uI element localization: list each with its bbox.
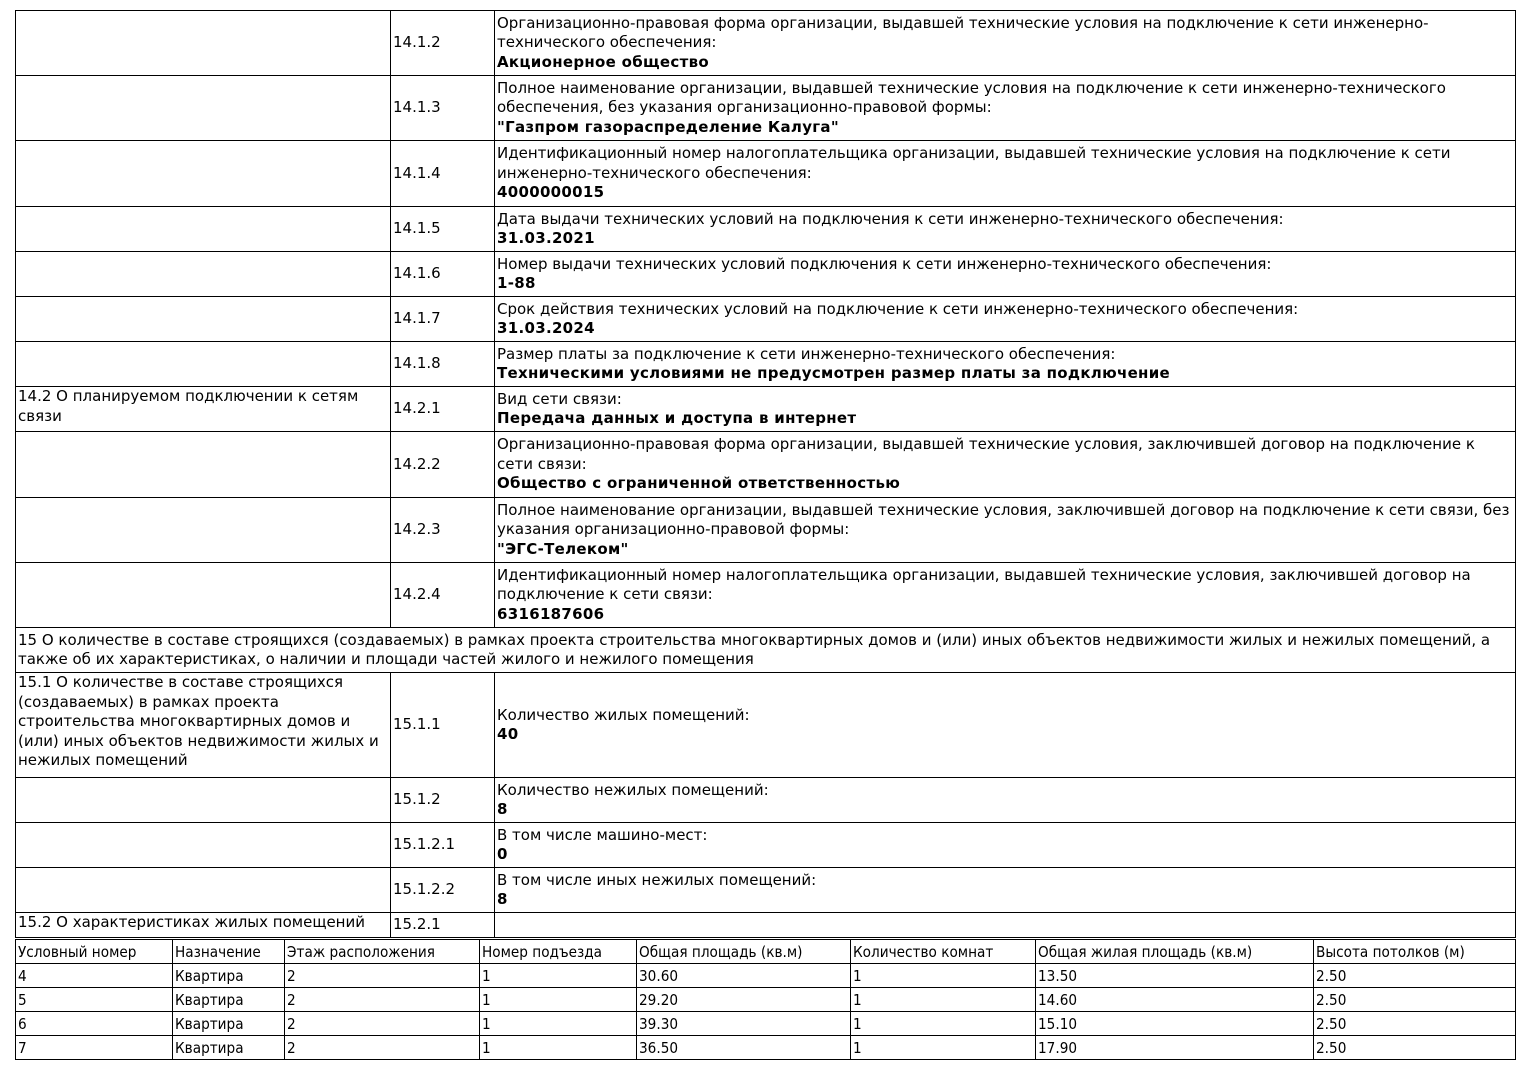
- apartment-cell: [851, 988, 1036, 1012]
- item-content-cell: [495, 76, 1516, 141]
- table-row: [16, 141, 1516, 207]
- section-title-cell: [16, 11, 391, 76]
- apartment-cell: [851, 1012, 1036, 1036]
- column-header: [637, 940, 851, 964]
- apartment-cell: [851, 1036, 1036, 1060]
- column-header-label: Количество комнат: [853, 942, 994, 961]
- table-row: [16, 76, 1516, 141]
- section-title-cell: 15.2 О характеристиках жилых помещений: [16, 913, 391, 938]
- item-label: Организационно-правовая форма организации, выдавшей технические условия, заключившей договор на подключение к сети связи:: [497, 435, 1475, 473]
- apartment-cell: [173, 988, 285, 1012]
- item-label: В том числе машино-мест:: [497, 825, 708, 844]
- apartment-cell-value: 1: [853, 1038, 862, 1057]
- item-value: 31.03.2024: [497, 319, 595, 337]
- apartment-cell-value: 2.50: [1316, 966, 1347, 985]
- section-15-heading: 15 О количестве в составе строящихся (создаваемых) в рамках проекта строительства многоквартирных домов и (или) иных объектов недвижимости жилых и нежилых помещений, а также об их характеристиках, о наличии и площади частей жилого и нежилого помещения: [16, 628, 1516, 673]
- item-code-cell: 14.1.4: [391, 141, 495, 207]
- item-value: Передача данных и доступа в интернет: [497, 409, 857, 427]
- item-value: 8: [497, 890, 508, 908]
- apartment-cell: [16, 1012, 173, 1036]
- item-content-cell: [495, 141, 1516, 207]
- item-content-cell: [495, 11, 1516, 76]
- apartment-cell-value: 6: [18, 1014, 27, 1033]
- item-code-cell: 15.2.1: [391, 913, 495, 938]
- item-content-cell: [495, 432, 1516, 498]
- section-title-cell: [16, 432, 391, 498]
- column-header: [285, 940, 480, 964]
- item-label: Количество жилых помещений:: [497, 705, 750, 724]
- item-label: В том числе иных нежилых помещений:: [497, 870, 817, 889]
- apartment-cell: [16, 988, 173, 1012]
- apartment-cell-value: 2: [287, 1014, 296, 1033]
- apartment-cell-value: 14.60: [1038, 990, 1078, 1009]
- column-header-label: Общая жилая площадь (кв.м): [1038, 942, 1253, 961]
- item-label: Организационно-правовая форма организации, выдавшей технические условия на подключение к сети инженерно-технического обеспечения:: [497, 13, 1429, 52]
- table-row: [16, 868, 1516, 913]
- item-content-cell: [495, 913, 1516, 938]
- section-title-cell: [16, 342, 391, 387]
- column-header-label: Общая площадь (кв.м): [639, 942, 803, 961]
- item-code-cell: 14.2.4: [391, 563, 495, 628]
- section-title-cell: [16, 252, 391, 297]
- item-label: Полное наименование организации, выдавшей технические условия на подключение к сети инженерно-технического обеспечения, без указания организационно-правовой формы:: [497, 78, 1446, 117]
- item-code-cell: 14.2.3: [391, 498, 495, 563]
- apartment-cell: [173, 1036, 285, 1060]
- item-code-cell: 14.1.5: [391, 207, 495, 252]
- section-title-cell: [16, 778, 391, 823]
- apartment-cell-value: 29.20: [639, 990, 679, 1009]
- table-row: [16, 778, 1516, 823]
- apartment-cell-value: 1: [482, 1014, 491, 1033]
- apartment-cell-value: 1: [482, 990, 491, 1009]
- apartment-cell-value: Квартира: [175, 1014, 244, 1033]
- item-content-cell: [495, 342, 1516, 387]
- section-title-cell: [16, 141, 391, 207]
- item-value: 0: [497, 845, 508, 863]
- section-title-cell: [16, 297, 391, 342]
- item-label: Вид сети связи:: [497, 389, 622, 408]
- apartment-cell-value: 7: [18, 1038, 27, 1057]
- project-declaration-table: [15, 10, 1516, 938]
- table-row: [16, 252, 1516, 297]
- apartment-cell-value: 4: [18, 966, 27, 985]
- apartment-cell-value: 36.50: [639, 1038, 679, 1057]
- apartment-cell: [16, 964, 173, 988]
- apartment-cell-value: 5: [18, 990, 27, 1009]
- apartment-cell: [637, 1012, 851, 1036]
- item-code-cell: 15.1.2.2: [391, 868, 495, 913]
- item-value: 4000000015: [497, 183, 605, 202]
- apartment-cell: [480, 1012, 637, 1036]
- section-title-cell: [16, 563, 391, 628]
- section-title-cell: [16, 823, 391, 868]
- apartment-cell: [637, 964, 851, 988]
- apartment-cell-value: 30.60: [639, 966, 679, 985]
- item-content-cell: [495, 498, 1516, 563]
- table-row: [16, 207, 1516, 252]
- table-row: [16, 297, 1516, 342]
- section-title-cell: 14.2 О планируемом подключении к сетям связи: [16, 387, 391, 432]
- item-label: Размер платы за подключение к сети инженерно-технического обеспечения:: [497, 344, 1116, 363]
- apartment-cell: [1036, 1012, 1314, 1036]
- item-code-cell: 15.1.2: [391, 778, 495, 823]
- column-header-label: Этаж расположения: [287, 942, 435, 961]
- apartments-header-row: [16, 940, 1516, 964]
- apartment-cell: [285, 1036, 480, 1060]
- item-value: Акционерное общество: [497, 52, 709, 71]
- apartments-table: [15, 939, 1516, 1060]
- apartment-cell: [637, 988, 851, 1012]
- section-title-cell: [16, 498, 391, 563]
- apartment-row: [16, 964, 1516, 988]
- apartment-cell-value: 2: [287, 990, 296, 1009]
- column-header: [1036, 940, 1314, 964]
- item-code-cell: 14.1.3: [391, 76, 495, 141]
- item-value: "Газпром газораспределение Калуга": [497, 117, 839, 136]
- apartment-row: [16, 988, 1516, 1012]
- section-title-cell: [16, 76, 391, 141]
- item-content-cell: [495, 673, 1516, 778]
- apartment-cell: [1036, 964, 1314, 988]
- item-code-cell: 14.2.1: [391, 387, 495, 432]
- section-title-cell: [16, 868, 391, 913]
- item-code-cell: 15.1.2.1: [391, 823, 495, 868]
- table-row: [16, 563, 1516, 628]
- table-row: [16, 823, 1516, 868]
- apartment-row: [16, 1036, 1516, 1060]
- apartment-cell-value: 1: [853, 990, 862, 1009]
- item-content-cell: [495, 207, 1516, 252]
- item-content-cell: [495, 778, 1516, 823]
- item-content-cell: [495, 868, 1516, 913]
- item-label: Полное наименование организации, выдавшей технические условия, заключившей договор на подключение к сети связи, без указания организационно-правовой формы:: [497, 500, 1510, 539]
- apartment-cell-value: 1: [853, 966, 862, 985]
- apartment-cell: [480, 988, 637, 1012]
- item-content-cell: [495, 297, 1516, 342]
- apartment-cell-value: 1: [482, 966, 491, 985]
- item-value: 1-88: [497, 274, 536, 292]
- item-value: 8: [497, 800, 508, 818]
- column-header: [1314, 940, 1516, 964]
- apartment-cell-value: Квартира: [175, 1038, 244, 1057]
- item-code-cell: 14.1.8: [391, 342, 495, 387]
- item-content-cell: [495, 252, 1516, 297]
- apartment-cell-value: 1: [482, 1038, 491, 1057]
- item-label: Идентификационный номер налогоплательщика организации, выдавшей технические условия на подключение к сети инженерно-технического обеспечения:: [497, 144, 1451, 182]
- item-value: 31.03.2021: [497, 229, 595, 247]
- table-row: [16, 673, 1516, 778]
- column-header: [16, 940, 173, 964]
- apartment-cell-value: 1: [853, 1014, 862, 1033]
- apartment-cell-value: 2: [287, 1038, 296, 1057]
- section-15-row: [16, 628, 1516, 673]
- table-row: [16, 342, 1516, 387]
- item-content-cell: [495, 387, 1516, 432]
- table-row: [16, 387, 1516, 432]
- apartment-cell: [1314, 988, 1516, 1012]
- item-code-cell: 14.1.7: [391, 297, 495, 342]
- table-row: [16, 913, 1516, 938]
- apartment-cell: [480, 964, 637, 988]
- column-header: [851, 940, 1036, 964]
- column-header-label: Назначение: [175, 942, 261, 961]
- apartment-cell-value: 39.30: [639, 1014, 679, 1033]
- section-title-cell: 15.1 О количестве в составе строящихся (создаваемых) в рамках проекта строительства многоквартирных домов и (или) иных объектов недвижимости жилых и нежилых помещений: [16, 673, 391, 778]
- section-title-cell: [16, 207, 391, 252]
- item-value: 40: [497, 725, 519, 743]
- column-header: [480, 940, 637, 964]
- item-code-cell: 15.1.1: [391, 673, 495, 778]
- apartment-cell: [173, 964, 285, 988]
- item-value: Общество с ограниченной ответственностью: [497, 474, 901, 493]
- apartment-cell: [1036, 988, 1314, 1012]
- apartment-cell-value: 13.50: [1038, 966, 1078, 985]
- apartment-cell-value: Квартира: [175, 966, 244, 985]
- apartment-cell-value: 2.50: [1316, 990, 1347, 1009]
- apartment-cell: [1314, 1012, 1516, 1036]
- apartment-cell-value: 15.10: [1038, 1014, 1078, 1033]
- apartment-cell: [851, 964, 1036, 988]
- item-label: Номер выдачи технических условий подключения к сети инженерно-технического обеспечения:: [497, 254, 1272, 273]
- column-header-label: Номер подъезда: [482, 942, 603, 961]
- apartment-cell-value: 2.50: [1316, 1014, 1347, 1033]
- apartment-cell: [16, 1036, 173, 1060]
- column-header-label: Высота потолков (м): [1316, 942, 1465, 961]
- item-value: Техническими условиями не предусмотрен размер платы за подключение: [497, 364, 1170, 382]
- item-code-cell: 14.2.2: [391, 432, 495, 498]
- table-row: [16, 11, 1516, 76]
- apartment-cell-value: Квартира: [175, 990, 244, 1009]
- apartment-cell-value: 2.50: [1316, 1038, 1347, 1057]
- item-label: Количество нежилых помещений:: [497, 780, 769, 799]
- item-code-cell: 14.1.6: [391, 252, 495, 297]
- item-content-cell: [495, 563, 1516, 628]
- item-label: Срок действия технических условий на подключение к сети инженерно-технического обеспечения:: [497, 299, 1299, 318]
- apartment-cell-value: 2: [287, 966, 296, 985]
- table-row: [16, 498, 1516, 563]
- item-label: Идентификационный номер налогоплательщика организации, выдавшей технические условия, заключившей договор на подключение к сети связи:: [497, 565, 1471, 604]
- apartment-cell: [285, 964, 480, 988]
- item-label: Дата выдачи технических условий на подключения к сети инженерно-технического обеспечения:: [497, 209, 1284, 228]
- apartment-cell: [1314, 1036, 1516, 1060]
- item-value: "ЭГС-Телеком": [497, 539, 629, 558]
- apartment-cell-value: 17.90: [1038, 1038, 1078, 1057]
- column-header: [173, 940, 285, 964]
- item-content-cell: [495, 823, 1516, 868]
- apartment-cell: [1314, 964, 1516, 988]
- apartment-cell: [637, 1036, 851, 1060]
- apartment-cell: [480, 1036, 637, 1060]
- apartment-cell: [173, 1012, 285, 1036]
- column-header-label: Условный номер: [18, 942, 137, 961]
- item-value: 6316187606: [497, 604, 605, 623]
- item-code-cell: 14.1.2: [391, 11, 495, 76]
- apartment-cell: [1036, 1036, 1314, 1060]
- apartment-cell: [285, 988, 480, 1012]
- apartment-row: [16, 1012, 1516, 1036]
- apartment-cell: [285, 1012, 480, 1036]
- table-row: [16, 432, 1516, 498]
